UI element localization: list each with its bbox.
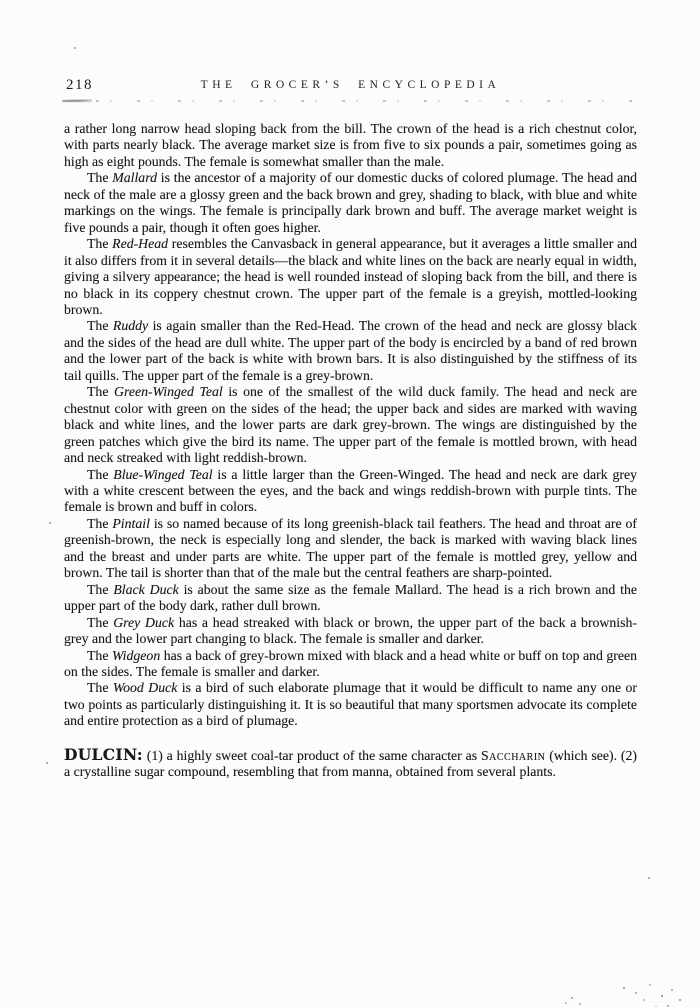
page-number: 218 [66,77,93,93]
para-red-head [64,236,637,318]
para-black-duck [64,582,637,615]
text-run: (which see). (2) a crystalline sugar compound, resembling that from manna, obtained from several plants. [64,747,637,780]
page-header [64,76,637,94]
para-grey-duck [64,615,637,648]
duck-name-red-head: Red-Head [112,236,169,252]
text-run: The [87,170,113,186]
running-title: THE GROCER’S ENCYCLOPEDIA [200,79,501,91]
body-text [64,121,637,781]
text-run: is a little larger than the Green-Winged. The head and neck are dark grey with a white crescent between the eyes, and the back and wings reddish-brown with purple tints. The female is brown and buff in colors. [64,466,637,515]
scan-smudge-row [96,100,636,102]
duck-name-blue-winged-teal: Blue-Winged Teal [113,466,213,482]
duck-name-grey-duck: Grey Duck [113,614,175,630]
para-wood-duck [64,680,637,729]
para-widgeon [64,648,637,681]
scan-speck [49,522,51,524]
text-run: (1) a highly sweet coal-tar product of the same character as [142,747,481,763]
para-canvasback-continued [64,121,637,170]
duck-name-pintail: Pintail [112,515,150,531]
duck-name-ruddy: Ruddy [112,318,149,334]
text-run: a rather long narrow head sloping back from the bill. The crown of the head is a rich chestnut color, with parts nearly black. The average market size is from five to six pounds a pair, sometimes going as high as eight pounds. The female is somewhat smaller than the male. [64,121,637,169]
text-run: is a bird of such elaborate plumage that it would be difficult to name any one or two points as particularly distinguishing it. It is so beautiful that many sportsmen advocate its complete and entire protection as a bird of plumage. [64,680,638,729]
scan-speck [74,47,76,49]
text-run: is about the same size as the female Mallard. The head is a rich brown and the upper part of the body dark, rather dull brown. [64,581,638,614]
text-run: The [87,581,114,597]
text-run: The [87,515,113,531]
entry-term-dulcin: DULCIN: [64,744,143,764]
para-ruddy [64,318,637,384]
text-run: The [87,236,113,252]
text-run: is so named because of its long greenish-black tail feathers. The head and throat are of greenish-brown, the neck is especially long and slender, the back is marked with waving black lines and the breast and under parts are white. The upper part of the female is mottled grey, yellow and brown. The tail is shorter than that of the male but the central feathers are sharp-pointed. [64,515,637,581]
text-run: The [87,466,114,482]
duck-name-green-winged-teal: Green-Winged Teal [114,384,223,400]
para-green-winged-teal [64,384,637,466]
text-run: is again smaller than the Red-Head. The crown of the head and neck are glossy black and the sides of the head are dull white. The upper part of the body is encircled by a band of red brown and the lower part of the back is white with brown bars. It is also distinguished by the stiffness of its tail quills. The upper part of the female is a grey-brown. [64,318,637,383]
text-run: has a back of grey-brown mixed with black and a head white or buff on top and green on the sides. The female is smaller and darker. [64,647,637,679]
text-run: The [87,680,113,696]
entry-dulcin [64,744,637,781]
scan-smudge [62,99,92,103]
para-blue-winged-teal [64,467,637,516]
text-run: The [87,614,114,630]
text-run: is one of the smallest of the wild duck family. The head and neck are chestnut color with green on the sides of the head; the upper back and sides are marked with waving black and white lines, and the lower parts are dark grey-brown. The wings are distinguished by the green patches which give the bird its name. The upper part of the female is mottled brown, with head and neck streaked with light reddish-brown. [64,384,637,466]
scan-speckle-cluster [608,974,612,978]
para-pintail [64,516,637,582]
text-run: is the ancestor of a majority of our domestic ducks of colored plumage. The head and neck of the male are a glossy green and the back brown and grey, shading to black, with blue and white markings on the wings. The female is principally dark brown and buff. The average market weight is five pounds a pair, though it often goes higher. [64,170,637,235]
duck-name-wood-duck: Wood Duck [112,680,178,696]
cross-reference-saccharin: Saccharin [480,747,546,763]
scan-speck [46,762,48,764]
duck-name-black-duck: Black Duck [113,581,179,597]
scan-speck [648,877,650,879]
para-mallard [64,170,637,236]
text-run: resembles the Canvasback in general appearance, but it averages a little smaller and it also differs from it in several details—the black and white lines on the back are nearly equal in width, giving a silvery appearance; the head is well rounded instead of sloping back from the bill, and there is no black in its coppery chestnut crown. The upper part of the female is a greyish, mottled-looking brown. [64,236,637,317]
text-run: The [87,647,112,663]
text-run: The [87,318,113,334]
duck-name-widgeon: Widgeon [111,647,161,663]
text-run: has a head streaked with black or brown, the upper part of the back a brownish-grey and the lower part changing to black. The female is smaller and darker. [64,614,637,647]
text-run: The [87,384,114,400]
duck-name-mallard: Mallard [112,170,157,186]
